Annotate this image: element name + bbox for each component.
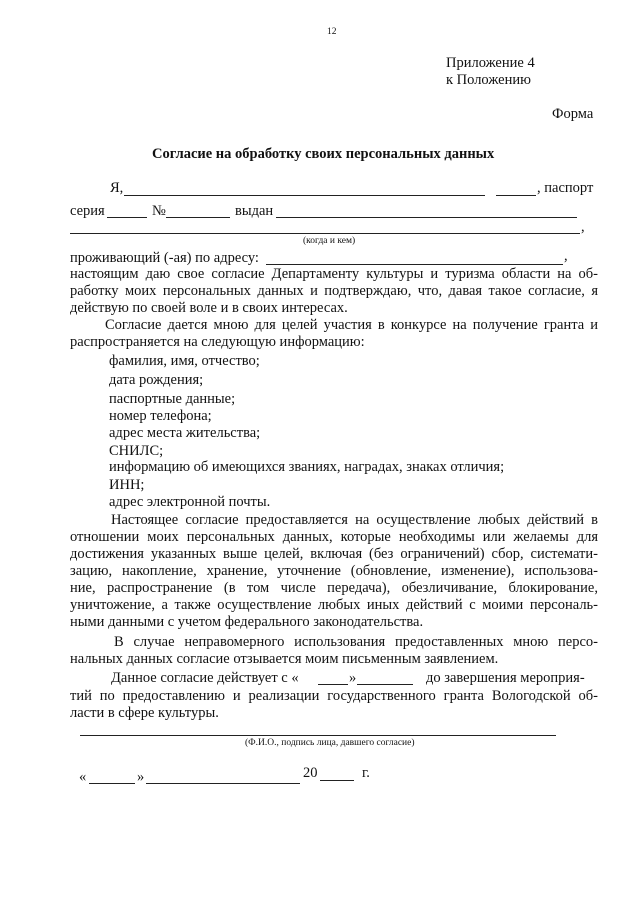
date-open-quote: « (79, 769, 87, 785)
page-title: Согласие на обработку своих персональных данных (152, 146, 495, 162)
validity-line-3: ласти в сфере культуры. (70, 705, 219, 721)
info-item: ИНН; (109, 477, 145, 493)
validity-close-quote: » (349, 670, 357, 686)
actions-line-7: ными данными с учетом федерального законодательства. (70, 614, 424, 630)
appendix-line-2: к Положению (446, 72, 531, 88)
actions-line-3: достижения указанных выше целей, включая (без ограничений) сбор, системати- (70, 546, 598, 562)
label-residing: проживающий (-ая) по адресу: (70, 250, 259, 266)
page-number: 12 (327, 27, 337, 37)
actions-line-4: зацию, накопление, хранение, уточнение (обновление, изменение), использова- (70, 563, 598, 579)
label-series: серия (70, 203, 105, 219)
issued-line-2[interactable] (70, 233, 580, 234)
consent-line-2: работку моих персональных данных и подтверждаю, что, давая такое согласие, я (70, 283, 598, 299)
date-year-prefix: 20 (303, 765, 318, 781)
validity-until: до завершения мероприя- (426, 670, 585, 686)
info-item: паспортные данные; (109, 391, 236, 407)
info-item: информацию об имеющихся званиях, наградах, знаках отличия; (109, 459, 505, 475)
date-year-line[interactable] (320, 780, 354, 781)
issued-line[interactable] (276, 217, 577, 218)
purpose-line-2: распространяется на следующую информацию: (70, 334, 365, 350)
validity-day-line[interactable] (318, 684, 348, 685)
label-issued: выдан (235, 203, 274, 219)
info-item: СНИЛС; (109, 443, 164, 459)
full-name-line[interactable] (124, 195, 485, 196)
consent-line-3: действую по своей воле и в своих интересах. (70, 300, 348, 316)
info-item: номер телефона; (109, 408, 212, 424)
residing-comma: , (564, 248, 568, 264)
date-day-line[interactable] (89, 783, 135, 784)
signature-caption: (Ф.И.О., подпись лица, давшего согласие) (245, 738, 415, 748)
number-line[interactable] (166, 217, 230, 218)
label-number: № (152, 203, 166, 219)
date-month-line[interactable] (146, 783, 300, 784)
actions-line-1: Настоящее согласие предоставляется на осуществление любых действий в (111, 512, 598, 528)
info-item: адрес места жительства; (109, 425, 261, 441)
info-item: дата рождения; (109, 372, 204, 388)
validity-line-2: тий по предоставлению и реализации государственного гранта Вологодской об- (70, 688, 598, 704)
signature-line[interactable] (80, 735, 556, 736)
actions-line-6: уничтожение, а также осуществление любых иных действий с моими персональ- (70, 597, 598, 613)
full-name-line-extra[interactable] (496, 195, 536, 196)
info-item: адрес электронной почты. (109, 494, 271, 510)
validity-month-line[interactable] (357, 684, 413, 685)
consent-line-1: настоящим даю свое согласие Департаменту культуры и туризма области на об- (70, 266, 598, 282)
label-ya: Я, (110, 180, 124, 196)
withdrawal-line-2: нальных данных согласие отзывается моим письменным заявлением. (70, 651, 499, 667)
purpose-line-1: Согласие дается мною для целей участия в конкурсе на получение гранта и (105, 317, 598, 333)
info-item: фамилия, имя, отчество; (109, 353, 260, 369)
when-whom-caption: (когда и кем) (303, 236, 356, 246)
address-line[interactable] (266, 264, 563, 265)
form-label: Форма (552, 106, 594, 122)
comma: , (581, 219, 585, 235)
date-close-quote: » (137, 769, 145, 785)
validity-start: Данное согласие действует с « (111, 670, 299, 686)
actions-line-5: ние, распространение (в том числе передача), обезличивание, блокирование, (70, 580, 598, 596)
date-suffix: г. (362, 765, 370, 781)
label-passport: , паспорт (537, 180, 594, 196)
series-line[interactable] (107, 217, 147, 218)
actions-line-2: отношении моих персональных данных, которые необходимы или желаемы для (70, 529, 598, 545)
withdrawal-line-1: В случае неправомерного использования предоставленных мною персо- (114, 634, 598, 650)
appendix-line-1: Приложение 4 (446, 55, 535, 71)
